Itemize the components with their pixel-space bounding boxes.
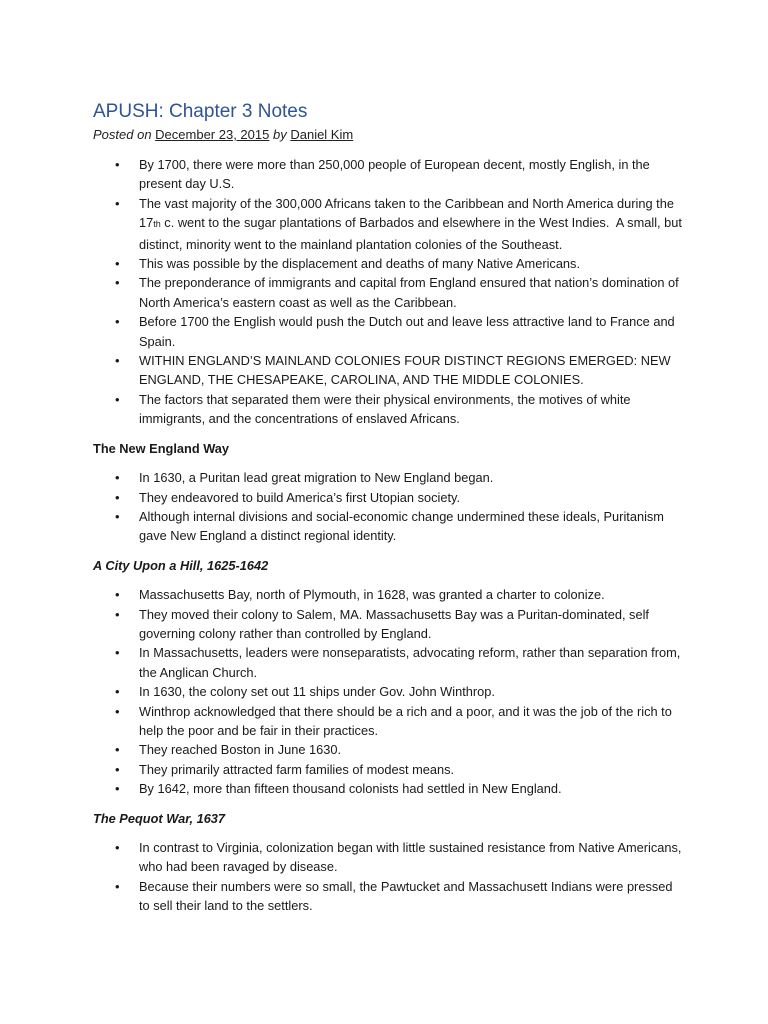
list-item: • By 1642, more than fifteen thousand colonists had settled in New England. bbox=[93, 779, 683, 798]
by-label: by bbox=[272, 127, 287, 142]
list-item: • The factors that separated them were their physical environments, the motives of white immigrants, and the concentrations of enslaved Africans. bbox=[93, 390, 683, 429]
list-item: • By 1700, there were more than 250,000 people of European decent, mostly English, in the present day U.S. bbox=[93, 155, 683, 194]
list-item: • In contrast to Virginia, colonization began with little sustained resistance from Native Americans, who had been ravaged by disease. bbox=[93, 838, 683, 877]
section-heading-pequot-war: The Pequot War, 1637 bbox=[93, 810, 226, 826]
post-title: APUSH: Chapter 3 Notes bbox=[93, 101, 308, 122]
list-item: • Massachusetts Bay, north of Plymouth, in 1628, was granted a charter to colonize. bbox=[93, 585, 683, 604]
list-item: • The vast majority of the 300,000 Africans taken to the Caribbean and North America during the 17th c. went to the sugar plantations of Barbados and elsewhere in the West Indies. A small, but distinct, minority went to the mainland plantation colonies of the Southeast. bbox=[93, 194, 683, 254]
post-date-link[interactable]: December 23, 2015 bbox=[155, 127, 270, 142]
intro-list bbox=[93, 155, 683, 429]
section-heading-new-england-way: The New England Way bbox=[93, 440, 230, 456]
list-item: • WITHIN ENGLAND’S MAINLAND COLONIES FOUR DISTINCT REGIONS EMERGED: NEW ENGLAND, THE CHESAPEAKE, CAROLINA, AND THE MIDDLE COLONIES. bbox=[93, 351, 683, 390]
list-item: • In Massachusetts, leaders were nonseparatists, advocating reform, rather than separation from, the Anglican Church. bbox=[93, 643, 683, 682]
list-item: • They endeavored to build America’s first Utopian society. bbox=[93, 488, 683, 507]
list-item: • In 1630, a Puritan lead great migration to New England began. bbox=[93, 468, 683, 487]
pequot-war-list bbox=[93, 838, 683, 916]
section-heading-city-upon-hill: A City Upon a Hill, 1625-1642 bbox=[93, 557, 269, 573]
list-item: • They primarily attracted farm families of modest means. bbox=[93, 760, 683, 779]
list-item: • Winthrop acknowledged that there should be a rich and a poor, and it was the job of the rich to help the poor and be fair in their practices. bbox=[93, 702, 683, 741]
list-item: • They reached Boston in June 1630. bbox=[93, 740, 683, 759]
post-byline bbox=[93, 127, 353, 142]
list-item: • The preponderance of immigrants and capital from England ensured that nation’s domination of North America’s eastern coast as well as the Caribbean. bbox=[93, 273, 683, 312]
list-item: • Because their numbers were so small, the Pawtucket and Massachusett Indians were pressed to sell their land to the settlers. bbox=[93, 877, 683, 916]
list-item: • They moved their colony to Salem, MA. Massachusetts Bay was a Puritan-dominated, self governing colony rather than controlled by England. bbox=[93, 605, 683, 644]
list-item: • Although internal divisions and social-economic change undermined these ideals, Puritanism gave New England a distinct regional identity. bbox=[93, 507, 683, 546]
list-item: • This was possible by the displacement and deaths of many Native Americans. bbox=[93, 254, 683, 273]
posted-on-label: Posted on bbox=[93, 127, 152, 142]
list-item: • Before 1700 the English would push the Dutch out and leave less attractive land to France and Spain. bbox=[93, 312, 683, 351]
city-upon-hill-list bbox=[93, 585, 683, 798]
author-link[interactable]: Daniel Kim bbox=[290, 127, 354, 142]
list-item: • In 1630, the colony set out 11 ships under Gov. John Winthrop. bbox=[93, 682, 683, 701]
new-england-list bbox=[93, 468, 683, 546]
post-content bbox=[93, 155, 683, 916]
